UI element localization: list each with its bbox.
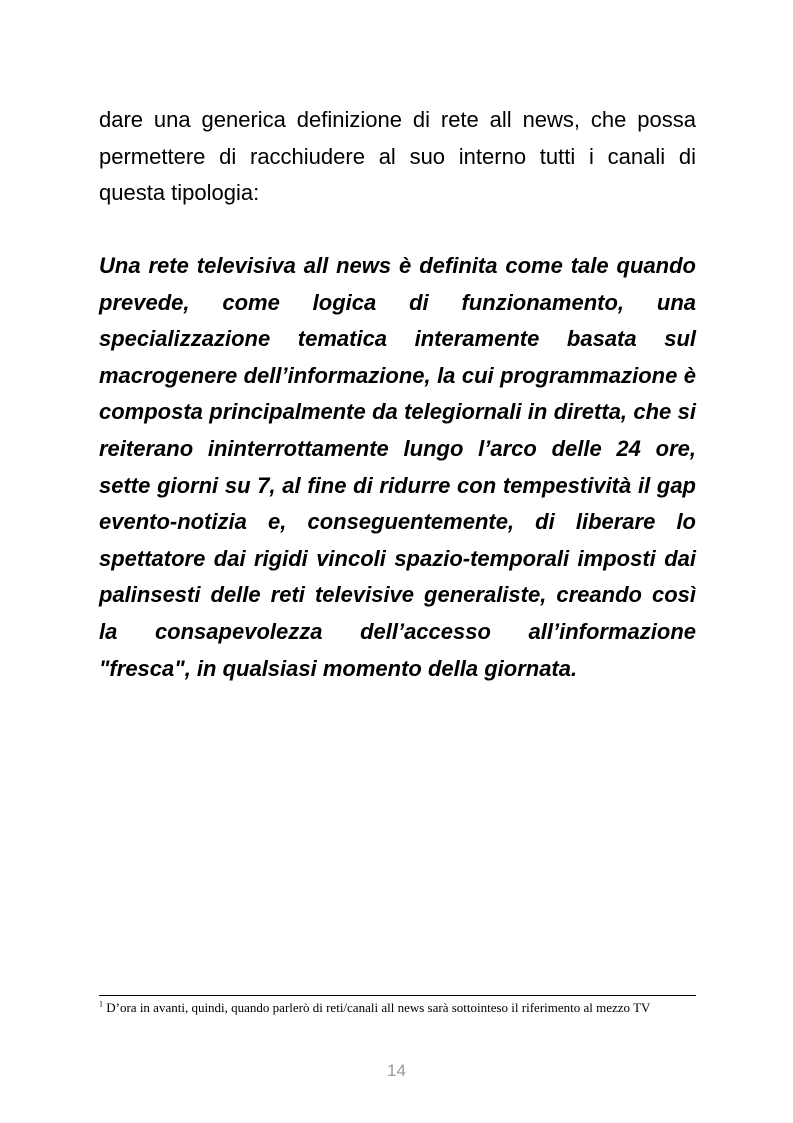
footnote-marker: 1 [99,999,103,1009]
intro-paragraph: dare una generica definizione di rete all news, che possa permettere di racchiudere al suo interno tutti i canali di questa tipologia: [99,107,696,206]
footnote-divider [99,995,696,996]
footnote-text: D’ora in avanti, quindi, quando parlerò di reti/canali all news sarà sottointeso il riferimento al mezzo TV [103,1000,651,1015]
footnote [99,999,719,1017]
definition-paragraph: Una rete televisiva all news è definita come tale quando prevede, come logica di funzionamento, una specializzazione tematica interamente basata sul macrogenere dell’informazione, la cui programmazione è composta principalmente da telegiornali in diretta, che si reiterano ininterrottamente lungo l’arco delle 24 ore, sette giorni su 7, al fine di ridurre con tempestività il gap evento-notizia e, conseguentemente, di liberare lo spettatore dai rigidi vincoli spazio-temporali imposti dai palinsesti delle reti televisive generaliste, creando così la consapevolezza dell’accesso all’informazione "fresca", in qualsiasi momento della giornata. [99,253,696,681]
page-number: 14 [387,1061,406,1080]
